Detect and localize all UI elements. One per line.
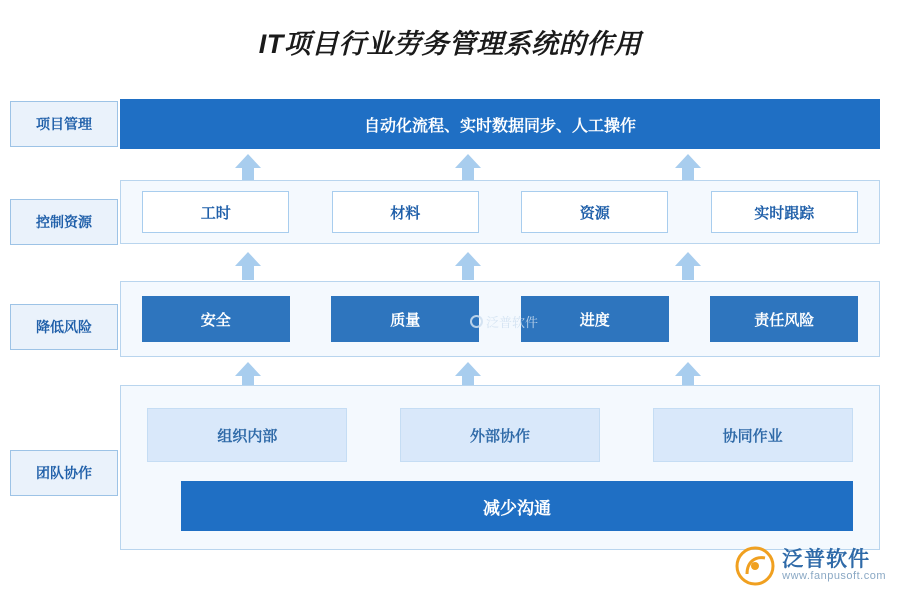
reduce-risk-item: [331, 296, 479, 342]
control-resources-item: [332, 191, 479, 233]
project-management-banner: [120, 99, 880, 149]
watermark: [470, 312, 538, 331]
control-resources-item: [142, 191, 289, 233]
arrow-up-icon: [453, 152, 483, 182]
cell-label: 责任风险: [754, 311, 815, 329]
sidebar-item-control-resources: [10, 199, 118, 245]
logo-main-text: 泛普软件: [782, 548, 871, 572]
team-collaboration-item: [653, 408, 853, 462]
banner-text: 减少沟通: [483, 498, 551, 518]
team-collaboration-banner: [181, 481, 853, 531]
arrow-up-icon: [673, 152, 703, 182]
sidebar-item-project-management: [10, 101, 118, 147]
team-collaboration-item: [147, 408, 347, 462]
side-label-text: 团队协作: [36, 465, 92, 481]
arrow-up-icon: [673, 250, 703, 280]
side-label-text: 降低风险: [36, 319, 92, 335]
cell-label: 进度: [579, 311, 610, 329]
control-resources-item: [711, 191, 858, 233]
arrow-up-icon: [233, 250, 263, 280]
reduce-risk-item: [142, 296, 290, 342]
cell-label: 协同作业: [722, 427, 783, 445]
logo-icon: [735, 546, 775, 586]
cell-label: 外部协作: [469, 427, 530, 445]
cell-label: 材料: [390, 204, 421, 222]
control-resources-row: [120, 180, 880, 244]
watermark-circle-icon: [470, 315, 483, 328]
reduce-risk-item: [521, 296, 669, 342]
team-collaboration-item: [400, 408, 600, 462]
reduce-risk-item: [710, 296, 858, 342]
control-resources-item: [521, 191, 668, 233]
cell-label: 安全: [200, 311, 231, 329]
arrow-up-icon: [453, 250, 483, 280]
cell-label: 质量: [390, 311, 421, 329]
cell-label: 组织内部: [217, 427, 278, 445]
cell-label: 资源: [579, 204, 610, 222]
arrow-up-icon: [233, 152, 263, 182]
sidebar-item-reduce-risk: [10, 304, 118, 350]
team-collaboration-row: [120, 385, 880, 550]
watermark-text: 泛普软件: [486, 315, 539, 330]
side-label-text: 项目管理: [36, 116, 92, 132]
cell-label: 实时跟踪: [754, 204, 815, 222]
page-title: IT项目行业劳务管理系统的作用: [258, 29, 642, 59]
side-label-text: 控制资源: [36, 214, 92, 230]
sidebar-item-team-collaboration: [10, 450, 118, 496]
logo: [735, 546, 886, 586]
cell-label: 工时: [200, 204, 231, 222]
logo-sub-text: www.fanpusoft.com: [782, 570, 886, 583]
banner-text: 自动化流程、实时数据同步、人工操作: [363, 117, 636, 135]
